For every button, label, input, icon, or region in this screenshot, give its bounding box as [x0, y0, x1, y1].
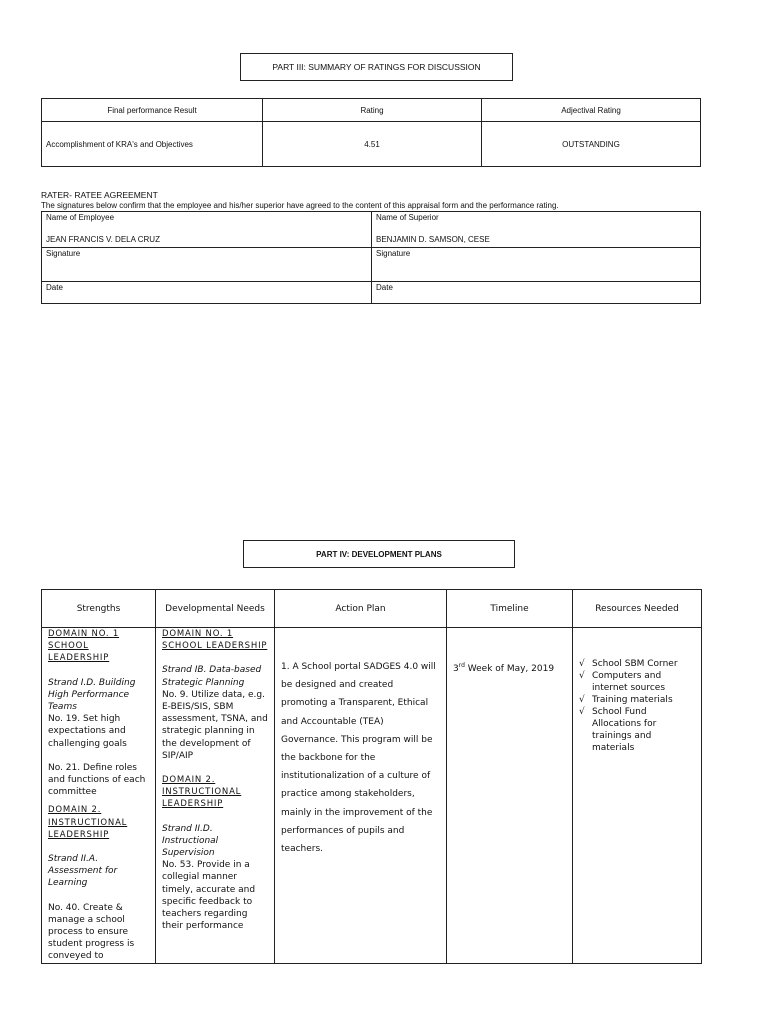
ratings-table [41, 98, 701, 167]
header-action-plan: Action Plan [275, 590, 447, 628]
check-icon: √ [579, 671, 585, 681]
date-row [42, 282, 701, 304]
plans-header-row [42, 590, 702, 628]
agreement-note: The signatures below confirm that the employee and his/her superior have agreed to the content of this appraisal form and the performance rating. [41, 201, 559, 210]
resource-label: Computers and internet sources [592, 671, 666, 693]
superior-date-cell: Date [372, 282, 701, 304]
ratings-header-row [42, 99, 701, 122]
ratings-header-result: Final performance Result [42, 99, 263, 122]
strengths-strand2: Strand II.A. Assessment for Learning [48, 854, 118, 889]
names-row [42, 212, 701, 248]
part4-title: PART IV: DEVELOPMENT PLANS [316, 549, 442, 559]
agreement-title: RATER- RATEE AGREEMENT [41, 190, 158, 200]
resources-cell [573, 628, 702, 964]
check-icon: √ [579, 659, 585, 669]
development-plans-table [41, 589, 702, 964]
strengths-domain2: DOMAIN 2. INSTRUCTIONAL LEADERSHIP [48, 805, 128, 840]
ratings-adjectival-cell: OUTSTANDING [482, 122, 701, 167]
header-timeline: Timeline [447, 590, 573, 628]
resource-item [579, 670, 695, 694]
strengths-strand1: Strand I.D. Building High Performance Teams [48, 677, 136, 713]
resource-label: School Fund Allocations for trainings and materials [592, 707, 657, 753]
check-icon: √ [579, 695, 585, 705]
ratings-rating-cell: 4.51 [263, 122, 482, 167]
needs-strand2: Strand II.D. Instructional Supervision [162, 823, 219, 859]
part3-title-box [240, 53, 513, 81]
employee-label: Name of Employee [46, 213, 115, 222]
ratings-header-rating: Rating [263, 99, 482, 122]
needs-strand1: Strand IB. Data-based Strategic Planning [162, 665, 262, 688]
plans-row [42, 628, 702, 964]
superior-signature-cell: Signature [372, 248, 701, 282]
ratings-header-adjectival: Adjectival Rating [482, 99, 701, 122]
part3-title: PART III: SUMMARY OF RATINGS FOR DISCUSSION [272, 62, 481, 72]
strengths-domain1: DOMAIN NO. 1 SCHOOL LEADERSHIP [48, 629, 120, 664]
superior-cell [372, 212, 701, 248]
superior-name: BENJAMIN D. SAMSON, CESE [376, 235, 490, 244]
resources-list [579, 628, 695, 754]
timeline-suffix: rd [458, 662, 465, 669]
needs-item9: No. 9. Utilize data, e.g. E-BEIS/SIS, SBM assessment, TSNA, and strategic planning in the development of SIP/AIP [162, 689, 268, 761]
superior-label: Name of Superior [376, 213, 439, 222]
resource-label: Training materials [592, 695, 673, 705]
resource-item [579, 694, 695, 706]
timeline-text: Week of May, 2019 [464, 664, 555, 674]
signature-row [42, 248, 701, 282]
part4-title-box [243, 540, 515, 568]
timeline-cell [447, 628, 573, 964]
strengths-cell [42, 628, 156, 964]
signatures-table [41, 211, 701, 304]
header-developmental-needs: Developmental Needs [156, 590, 275, 628]
strengths-item21: No. 21. Define roles and functions of each committee [48, 762, 146, 798]
strengths-item19: No. 19. Set high expectations and challenging goals [48, 714, 127, 749]
header-resources-needed: Resources Needed [573, 590, 702, 628]
resource-item [579, 706, 695, 754]
needs-domain2: DOMAIN 2. INSTRUCTIONAL LEADERSHIP [162, 775, 242, 810]
employee-signature-cell: Signature [42, 248, 372, 282]
developmental-needs-cell [156, 628, 275, 964]
header-strengths: Strengths [42, 590, 156, 628]
employee-cell [42, 212, 372, 248]
needs-item53: No. 53. Provide in a collegial manner timely, accurate and specific feedback to teachers regarding their performance [162, 860, 256, 932]
employee-date-cell: Date [42, 282, 372, 304]
check-icon: √ [579, 707, 585, 717]
resource-item [579, 658, 695, 670]
employee-name: JEAN FRANCIS V. DELA CRUZ [46, 235, 160, 244]
ratings-row [42, 122, 701, 167]
resource-label: School SBM Corner [592, 659, 678, 669]
ratings-result-cell: Accomplishment of KRA's and Objectives [42, 122, 263, 167]
strengths-item40: No. 40. Create & manage a school process to ensure student progress is conveyed to [48, 902, 135, 962]
needs-domain1: DOMAIN NO. 1 SCHOOL LEADERSHIP [162, 629, 268, 652]
timeline-number: 3 [453, 664, 459, 674]
action-plan-cell: 1. A School portal SADGES 4.0 will be designed and created promoting a Transparent, Ethical and Accountable (TEA) Governance. This program will be the backbone for the institutionalization of a culture of practice among stakeholders, mainly in the improvement of the performances of pupils and teachers. [275, 628, 447, 964]
